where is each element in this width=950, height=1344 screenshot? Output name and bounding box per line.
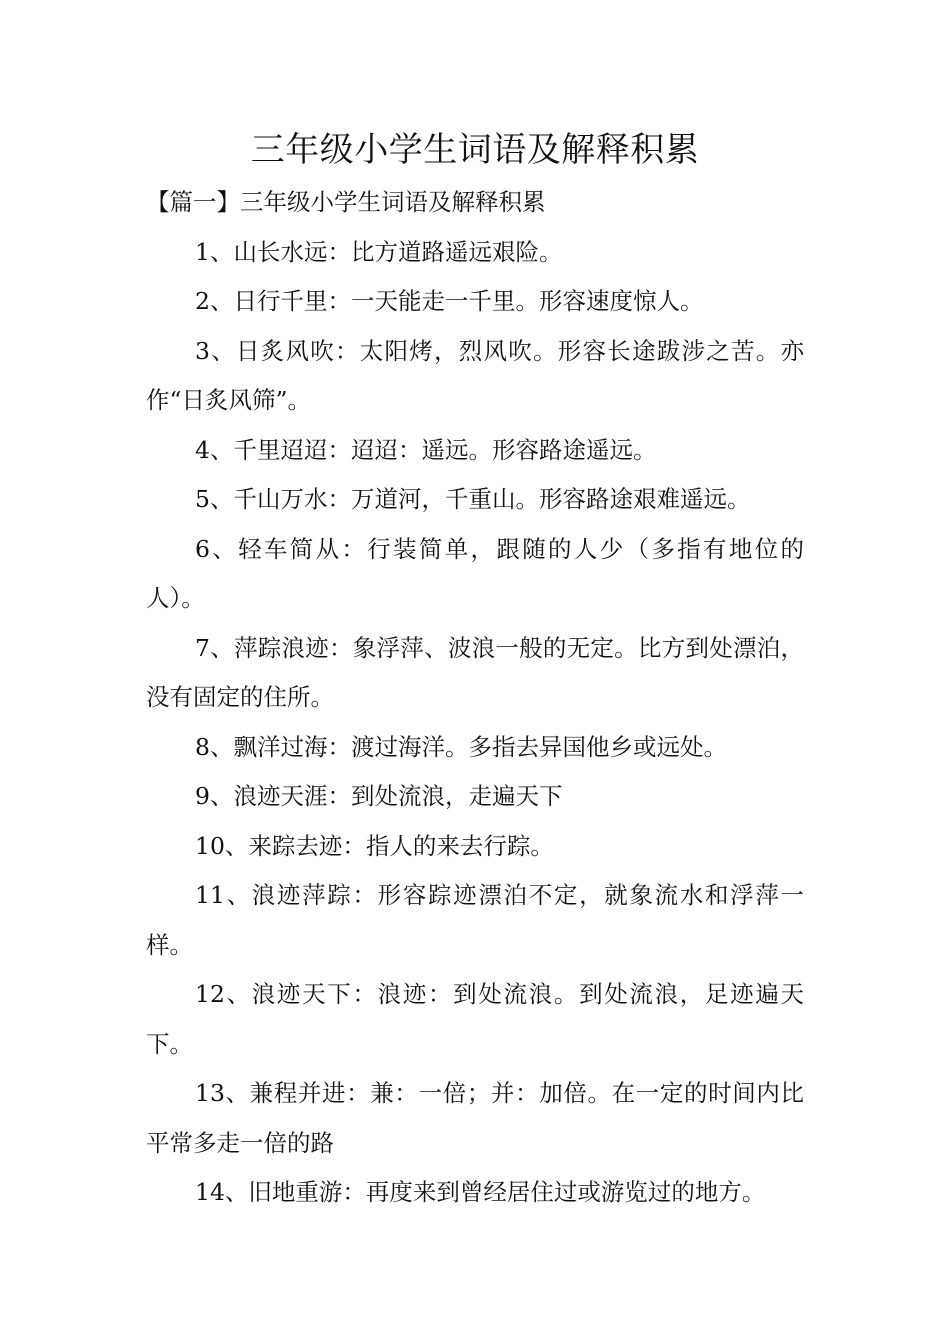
document-title: 三年级小学生词语及解释积累 [250, 130, 700, 170]
list-item: 8、飘洋过海：渡过海洋。多指去异国他乡或远处。 [195, 732, 727, 761]
entry-list [146, 228, 804, 1218]
list-item: 6、轻车简从：行装简单，跟随的人少（多指有地位的人）。 [146, 534, 804, 612]
list-item: 12、浪迹天下：浪迹：到处流浪。到处流浪，足迹遍天下。 [146, 980, 804, 1058]
list-item: 2、日行千里：一天能走一千里。形容速度惊人。 [195, 287, 704, 315]
list-item: 3、日炙风吹：太阳烤，烈风吹。形容长途跋涉之苦。亦作“日炙风筛”。 [146, 336, 804, 414]
list-item: 11、浪迹萍踪：形容踪迹漂泊不定，就象流水和浮萍一样。 [146, 881, 804, 959]
list-item: 1、山长水远：比方道路遥远艰险。 [195, 237, 563, 266]
list-item: 10、来踪去迹：指人的来去行踪。 [195, 831, 554, 860]
list-item: 7、萍踪浪迹：象浮萍、波浪一般的无定。比方到处漂泊，没有固定的住所。 [146, 633, 804, 711]
section-heading: 【篇一】三年级小学生词语及解释积累 [146, 188, 546, 216]
list-item: 5、千山万水：万道河，千重山。形容路途艰难遥远。 [195, 485, 751, 513]
list-item: 9、浪迹天涯：到处流浪，走遍天下 [195, 782, 563, 810]
list-item: 4、千里迢迢：迢迢：遥远。形容路途遥远。 [195, 435, 657, 464]
list-item: 14、旧地重游：再度来到曾经居住过或游览过的地方。 [195, 1178, 766, 1206]
list-item: 13、兼程并进：兼：一倍；并：加倍。在一定的时间内比平常多走一倍的路 [146, 1079, 804, 1157]
